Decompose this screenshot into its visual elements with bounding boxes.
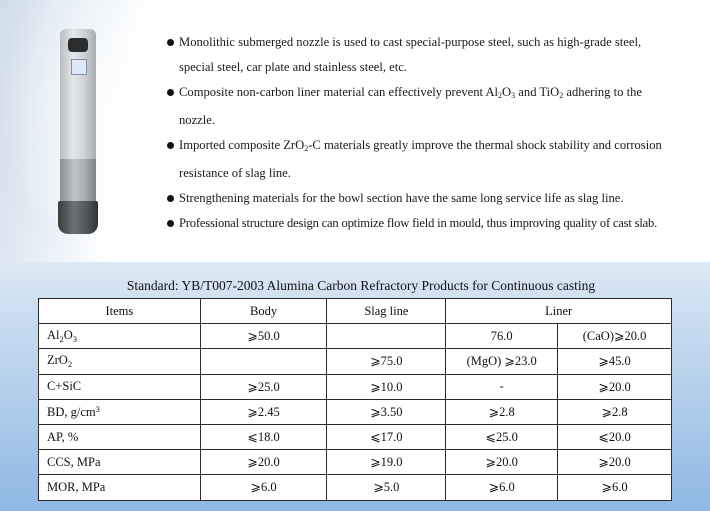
bullet-icon xyxy=(167,220,174,227)
cell-liner-2: ⩾6.0 xyxy=(558,475,672,500)
cell-slag-line xyxy=(327,324,446,349)
nozzle-slag-line-section xyxy=(60,159,96,207)
bullet-icon xyxy=(167,89,174,96)
cell-liner-1: 76.0 xyxy=(446,324,558,349)
row-item-label: C+SiC xyxy=(39,374,201,399)
cell-liner-1: - xyxy=(446,374,558,399)
cell-slag-line: ⩾5.0 xyxy=(327,475,446,500)
feature-text: Monolithic submerged nozzle is used to cast special-purpose steel, such as high-grade steel, xyxy=(179,35,642,49)
table-row xyxy=(39,349,672,374)
cell-liner-1: ⩾20.0 xyxy=(446,450,558,475)
subscript: 3 xyxy=(511,91,516,100)
cell-slag-line: ⩽17.0 xyxy=(327,424,446,449)
cell-liner-2: (CaO)⩾20.0 xyxy=(558,324,672,349)
bullet-icon xyxy=(167,195,174,202)
table-row xyxy=(39,475,672,500)
cell-body: ⩾20.0 xyxy=(200,450,327,475)
feature-item xyxy=(167,186,697,211)
row-item-label: BD, $g/cm^3$ xyxy=(39,399,201,424)
feature-text: and TiO xyxy=(515,85,560,99)
cell-slag-line: ⩾3.50 xyxy=(327,399,446,424)
subscript: 2 xyxy=(304,144,309,153)
cell-liner-2: ⩾2.8 xyxy=(558,399,672,424)
feature-text: resistance of slag line. xyxy=(179,166,291,180)
cell-liner-2: ⩾20.0 xyxy=(558,374,672,399)
header-slag-line: Slag line xyxy=(327,299,446,324)
cell-slag-line: ⩾19.0 xyxy=(327,450,446,475)
cell-liner-2: ⩽20.0 xyxy=(558,424,672,449)
feature-list xyxy=(167,30,697,236)
nozzle-bowl-section xyxy=(58,201,98,234)
feature-text: Composite non-carbon liner material can effectively prevent Al xyxy=(179,85,499,99)
row-item-label: ZrO$_2$ xyxy=(39,349,201,374)
cell-liner-1: ⩾6.0 xyxy=(446,475,558,500)
table-row xyxy=(39,399,672,424)
bullet-icon xyxy=(167,142,174,149)
table-row xyxy=(39,450,672,475)
table-row xyxy=(39,324,672,349)
cell-body: ⩽18.0 xyxy=(200,424,327,449)
row-item-label: AP, % xyxy=(39,424,201,449)
cell-slag-line: ⩾10.0 xyxy=(327,374,446,399)
header-liner: Liner xyxy=(446,299,672,324)
feature-text: O xyxy=(502,85,512,99)
feature-text: Imported composite ZrO xyxy=(179,138,305,152)
submerged-nozzle-image xyxy=(57,29,99,234)
specification-table xyxy=(38,298,672,501)
cell-liner-1: (MgO) ⩾23.0 xyxy=(446,349,558,374)
cell-body xyxy=(200,349,327,374)
row-item-label: MOR, MPa xyxy=(39,475,201,500)
table-caption: Standard: YB/T007-2003 Alumina Carbon Refractory Products for Continuous casting xyxy=(126,278,596,293)
cell-liner-1: ⩾2.8 xyxy=(446,399,558,424)
feature-text: -C materials greatly improve the thermal shock stability and corrosion xyxy=(308,138,662,152)
nozzle-outlet-port xyxy=(68,38,88,52)
table-row xyxy=(39,424,672,449)
feature-item xyxy=(167,211,697,236)
cell-body: ⩾2.45 xyxy=(200,399,327,424)
table-row xyxy=(39,374,672,399)
feature-text: adhering to the xyxy=(563,85,642,99)
row-item-label: $Al_2O_3$ xyxy=(39,324,201,349)
table-header-row xyxy=(39,299,672,324)
header-items: Items xyxy=(39,299,201,324)
feature-item xyxy=(167,80,697,133)
subscript: 2 xyxy=(559,91,564,100)
feature-text: special steel, car plate and stainless steel, etc. xyxy=(179,60,407,74)
cell-liner-2: ⩾45.0 xyxy=(558,349,672,374)
header-body: Body xyxy=(200,299,327,324)
cell-liner-1: ⩽25.0 xyxy=(446,424,558,449)
nozzle-label-tag xyxy=(71,59,87,75)
feature-text: Strengthening materials for the bowl section have the same long service life as slag line. xyxy=(179,191,624,205)
feature-item xyxy=(167,133,697,186)
cell-slag-line: ⩾75.0 xyxy=(327,349,446,374)
cell-body: ⩾25.0 xyxy=(200,374,327,399)
cell-body: ⩾50.0 xyxy=(200,324,327,349)
feature-text: nozzle. xyxy=(179,113,216,127)
subscript: 2 xyxy=(498,91,503,100)
bullet-icon xyxy=(167,39,174,46)
feature-text: Professional structure design can optimize flow field in mould, thus improving quality of cast slab. xyxy=(179,216,658,230)
cell-liner-2: ⩾20.0 xyxy=(558,450,672,475)
cell-body: ⩾6.0 xyxy=(200,475,327,500)
row-item-label: CCS, MPa xyxy=(39,450,201,475)
feature-item xyxy=(167,30,697,80)
